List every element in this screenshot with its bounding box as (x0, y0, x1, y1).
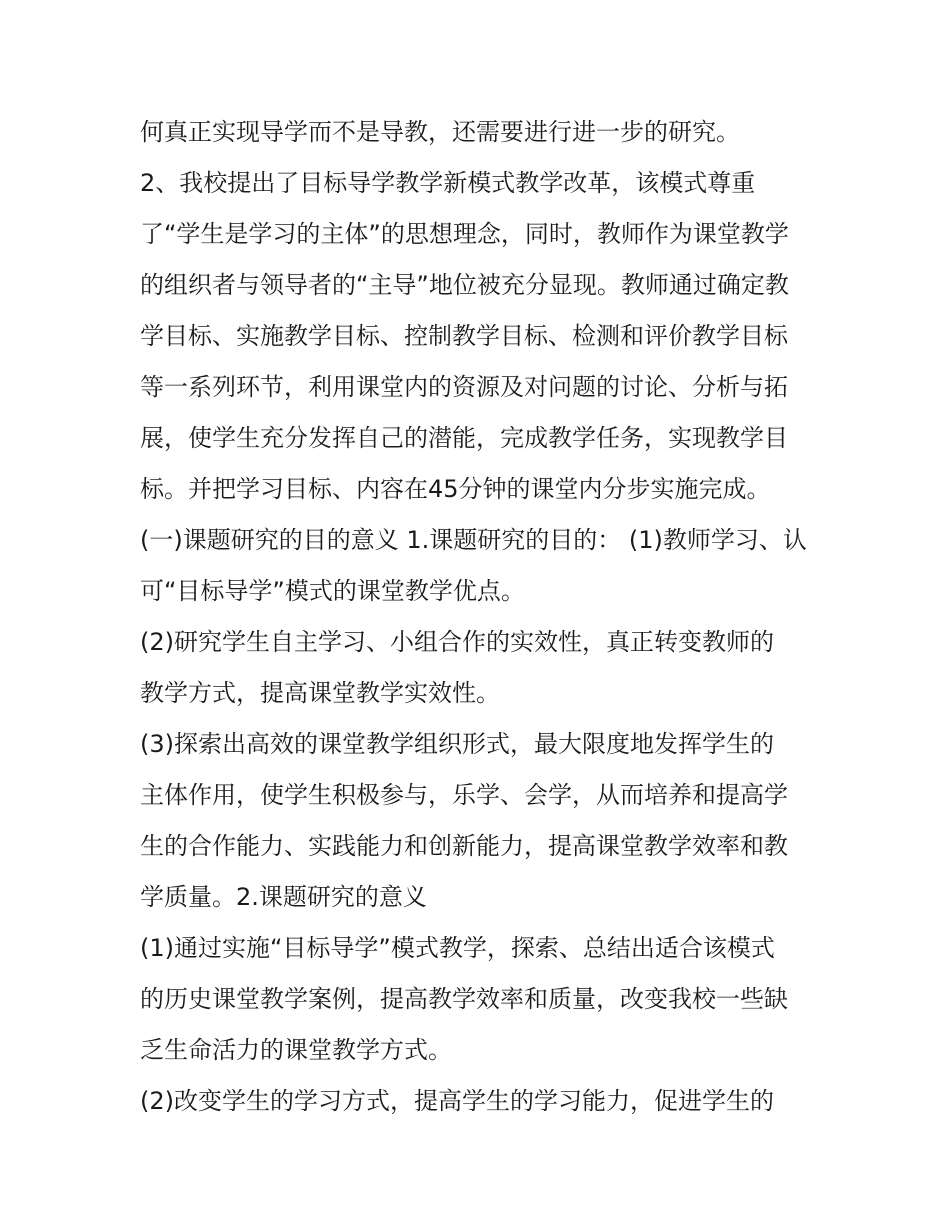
text-line: 学目标、实施教学目标、控制教学目标、检测和评价教学目标 (140, 322, 788, 350)
text-line: 等一系列环节，利用课堂内的资源及对问题的讨论、分析与拓 (140, 373, 788, 401)
text-line: 了“学生是学习的主体”的思想理念，同时，教师作为课堂教学 (140, 220, 789, 248)
body-text (140, 107, 830, 1127)
text-line: 的组织者与领导者的“主导”地位被充分显现。教师通过确定教 (140, 271, 789, 299)
text-line: 教学方式，提高课堂教学实效性。 (140, 679, 500, 707)
text-line: 学质量。2.课题研究的意义 (140, 883, 427, 911)
text-line: 展，使学生充分发挥自己的潜能，完成教学任务，实现教学目 (140, 424, 788, 452)
text-line: 何真正实现导学而不是导教，还需要进行进一步的研究。 (140, 118, 740, 146)
text-line: 主体作用，使学生积极参与，乐学、会学，从而培养和提高学 (140, 781, 788, 809)
text-line: (2)改变学生的学习方式，提高学生的学习能力，促进学生的 (140, 1087, 774, 1115)
text-line: 的历史课堂教学案例，提高教学效率和质量，改变我校一些缺 (140, 985, 788, 1013)
text-line: 可“目标导学”模式的课堂教学优点。 (140, 577, 525, 605)
text-line: 乏生命活力的课堂教学方式。 (140, 1036, 452, 1064)
text-line: (2)研究学生自主学习、小组合作的实效性，真正转变教师的 (140, 628, 774, 656)
text-line: 生的合作能力、实践能力和创新能力，提高课堂教学效率和教 (140, 832, 788, 860)
text-line: (3)探索出高效的课堂教学组织形式，最大限度地发挥学生的 (140, 730, 774, 758)
text-line: (一)课题研究的目的意义 1.课题研究的目的： (1)教师学习、认 (140, 526, 807, 554)
text-line: 2、我校提出了目标导学教学新模式教学改革，该模式尊重 (140, 169, 756, 197)
text-line: 标。并把学习目标、内容在45分钟的课堂内分步实施完成。 (140, 475, 771, 503)
text-line: (1)通过实施“目标导学”模式教学，探索、总结出适合该模式 (140, 934, 775, 962)
